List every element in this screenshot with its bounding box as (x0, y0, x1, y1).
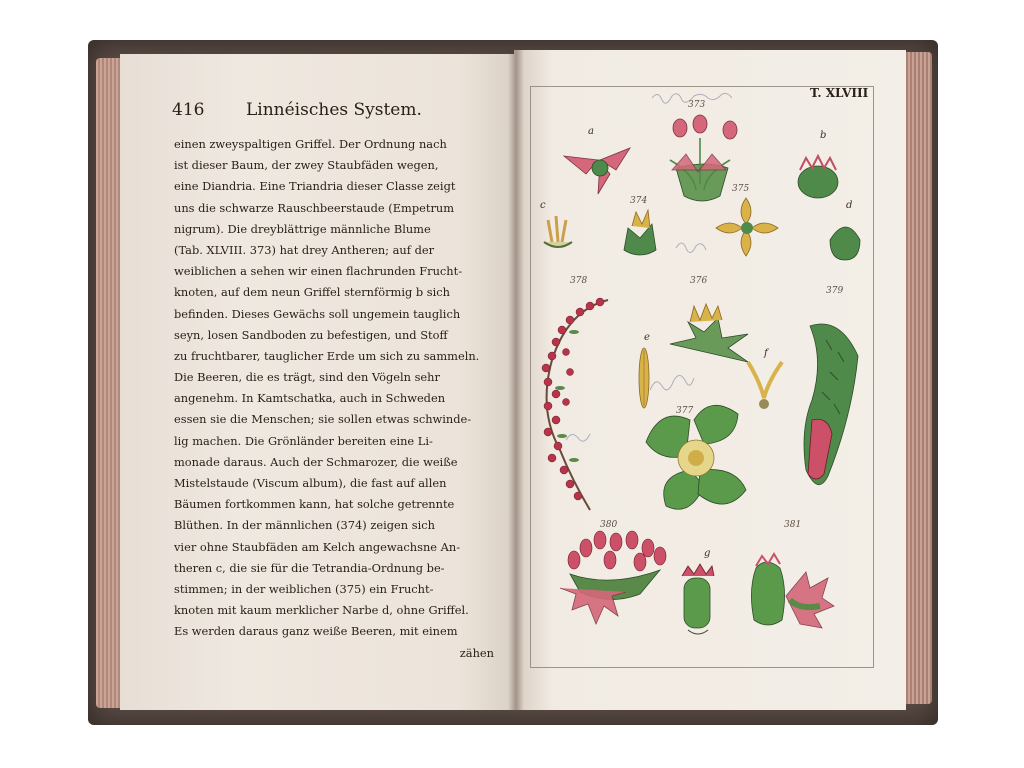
text-line: Blüthen. In der männlichen (374) zeigen sich (174, 518, 435, 533)
figure-label-g: g (704, 548, 711, 559)
figure-number-374: 374 (630, 196, 648, 206)
text-line: Mistelstaude (Viscum album), die fast auf allen (174, 476, 447, 490)
text-line: eine Diandria. Eine Triandria dieser Classe zeigt (174, 179, 456, 194)
text-line: Die Beeren, die es trägt, sind den Vögeln sehr (174, 370, 440, 385)
text-line: essen sie die Menschen; sie sollen etwas schwinde- (174, 412, 472, 427)
running-head: Linnéisches System. (246, 100, 422, 120)
figure-number-375: 375 (732, 184, 750, 194)
figure-label-c: c (540, 200, 546, 211)
figure-c-stamens (544, 216, 572, 247)
figure-375-female-flower (716, 198, 778, 256)
text-line: vier ohne Staubfäden am Kelch angewachsne An- (174, 539, 461, 554)
text-line: zu fruchtbarer, tauglicher Erde um sich zu sammeln. (174, 348, 480, 363)
text-line: knoten, auf dem neun Griffel sternförmig b sich (174, 285, 451, 300)
figure-f-stigma (748, 362, 782, 409)
figure-377-flower (646, 405, 746, 509)
figure-number-381: 381 (784, 520, 802, 530)
text-line: befinden. Dieses Gewächs soll ungemein tauglich (174, 306, 461, 321)
figure-label-a: a (588, 126, 594, 137)
figure-label-e: e (644, 332, 650, 343)
figure-b-fruit (798, 156, 838, 198)
figure-378-berry-sprig (542, 298, 608, 510)
figure-number-377: 377 (676, 406, 694, 416)
text-line: knoten mit kaum merklicher Narbe d, ohne Griffel. (174, 603, 469, 618)
figure-number-373: 373 (688, 100, 706, 110)
text-line: Bäumen fortkommen kann, hat solche getrennte (174, 497, 455, 512)
text-line: (Tab. XLVIII. 373) hat drey Antheren; auf der (174, 242, 435, 257)
catchword: zähen (459, 645, 494, 660)
figure-373-flower (670, 115, 737, 201)
figure-380-flower-cluster (560, 531, 666, 624)
plate-label: T. XLVIII (810, 86, 869, 100)
figure-a-male-flower (564, 148, 630, 194)
figure-label-f: f (764, 348, 768, 359)
figure-number-376: 376 (690, 276, 708, 286)
text-line: seyn, losen Sandboden zu befestigen, und Stoff (174, 327, 448, 342)
text-line: einen zweyspaltigen Griffel. Der Ordnung nach (174, 137, 447, 151)
text-line: angenehm. In Kamtschatka, auch in Schweden (174, 391, 446, 406)
text-line: monade daraus. Auch der Schmarozer, die weiße (174, 454, 458, 469)
figure-number-380: 380 (600, 520, 618, 530)
figure-number-378: 378 (570, 276, 588, 286)
text-line: weiblichen a sehen wir einen flachrunden Frucht- (174, 264, 463, 279)
figure-381-fruit (751, 554, 834, 628)
figure-e-seed (639, 348, 649, 408)
text-line: lig machen. Die Grönländer bereiten eine Li- (174, 433, 433, 448)
text-line: theren c, die sie für die Tetrandia-Ordnung be- (174, 560, 445, 575)
figure-374-male-flower (624, 210, 656, 255)
figure-label-d: d (846, 200, 853, 211)
figure-number-379: 379 (826, 286, 844, 296)
page-number: 416 (172, 100, 205, 120)
figure-379-catkin (804, 324, 858, 485)
text-line: nigrum). Die dreyblättrige männliche Blume (174, 221, 431, 236)
figure-label-b: b (820, 130, 827, 141)
text-line: ist dieser Baum, der zwey Staubfäden wegen, (174, 158, 439, 173)
figure-g-fruit (682, 564, 714, 634)
text-line: uns die schwarze Rauschbeerstaude (Empetrum (174, 200, 455, 215)
text-line: Es werden daraus ganz weiße Beeren, mit einem (174, 624, 458, 639)
text-line: stimmen; in der weiblichen (375) ein Frucht- (174, 581, 434, 596)
figure-376-flower (670, 304, 748, 362)
figure-d-fruit (830, 227, 860, 260)
